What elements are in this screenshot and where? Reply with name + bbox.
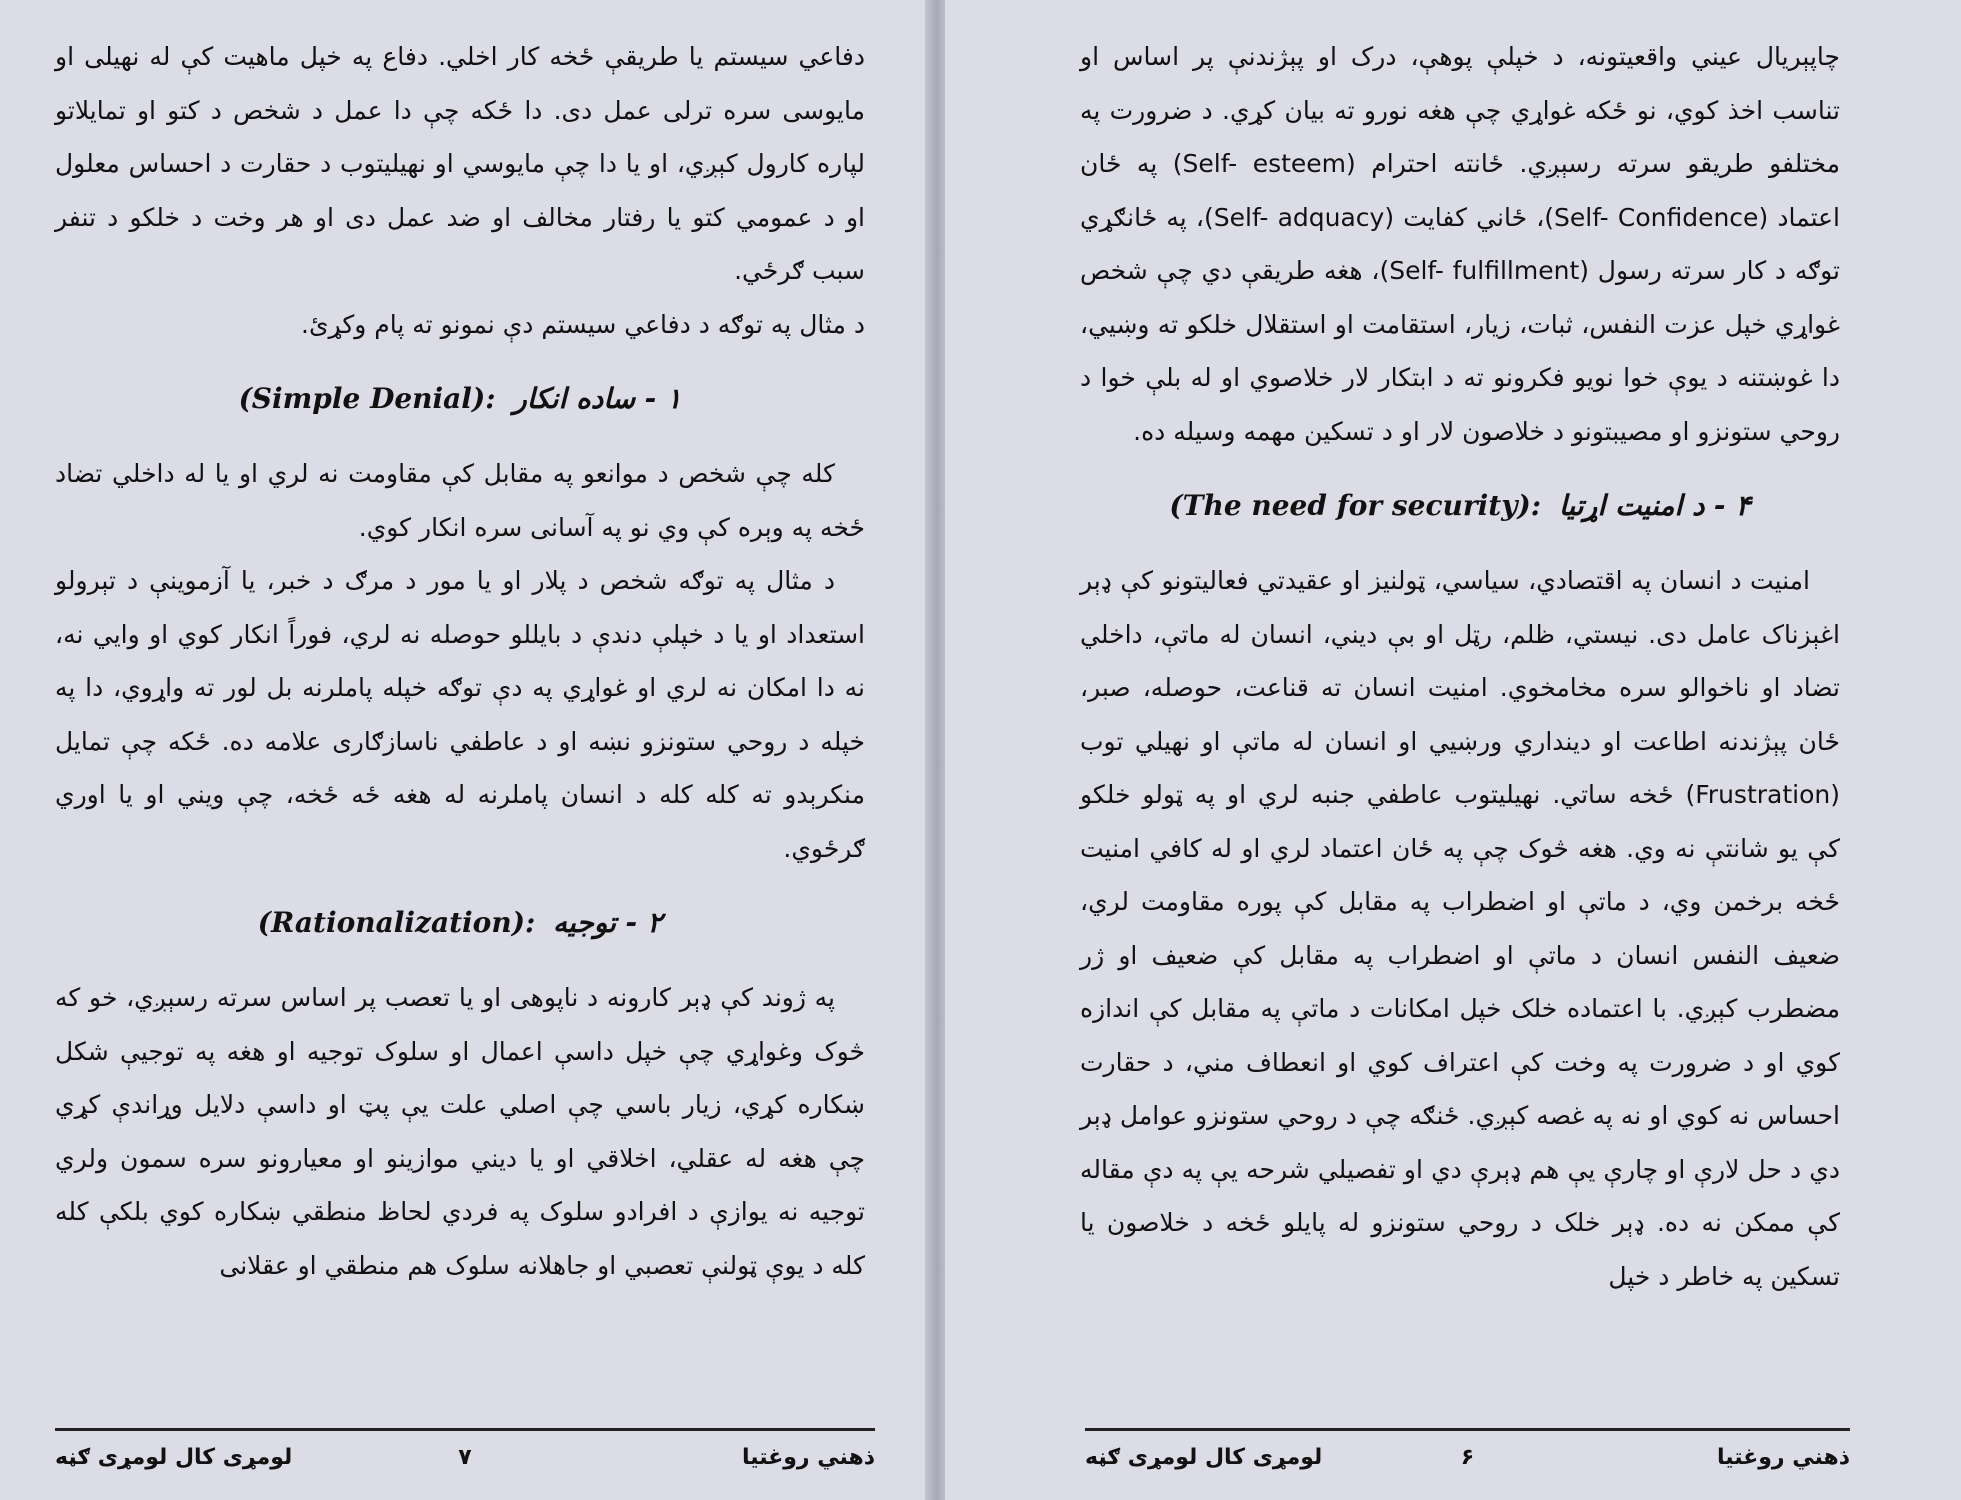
left-page	[0, 0, 930, 1500]
footer-rule	[1085, 1428, 1850, 1431]
footer-rule	[55, 1428, 875, 1431]
heading-english: (Simple Denial):	[238, 382, 496, 415]
paragraph: چاپېریال عیني واقعیتونه، د خپلې پوهې، درک او پېژندنې پر اساس او تناسب اخذ کوي، نو ځکه غواړي چې هغه نورو ته بیان کړي. د ضرورت په مختلفو طریقو سرته رسېږي. ځانته احترام (Self- esteem) په ځان اعتماد (Self- Confidence)، ځاني کفایت (Self- adquacy)، په ځانګړي توګه د کار سرته رسول (Self- fulfillment)، هغه طریقې دي چې شخص غواړي خپل عزت النفس، ثبات، زیار، استقامت او استقلال خلکو ته وښیي، دا غوښتنه د یوې خوا نویو فکرونو ته د ابتکار لار خلاصوي او له بلې خوا د روحي ستونزو او مصیبتونو د خلاصون لار او د تسکین مهمه وسیله ده.	[1080, 42, 1841, 446]
section-heading-rationalization	[55, 893, 865, 953]
paragraph: د مثال په توګه شخص د پلار او یا مور د مرګ د خبر، یا آزموینې د تېرولو استعداد او یا د خپلې دندې د بایللو حوصله نه لري، فوراً انکار کوي او وایي نه، نه دا امکان نه لري او غواړي په دې توګه خپله پاملرنه بل لور ته واړوي، دا په خپله د روحي ستونزو نښه او د عاطفي ناسازګاری علامه ده. ځکه چې تمایل منکرېدو ته کله کله د انسان پاملرنه له هغه ځه ځخه، چې ویني او یا اوري ګرځوي.	[55, 566, 865, 863]
page-footer	[1085, 1438, 1850, 1478]
heading-english: (The need for security):	[1169, 489, 1542, 522]
paragraph: کله چې شخص د موانعو په مقابل کې مقاومت نه لري او یا له داخلي تضاد ځخه په وېره کې وي نو په آسانی سره انکار کوي.	[55, 459, 865, 542]
heading-english: (Rationalization):	[257, 906, 536, 939]
heading-text: ۲ - توجیه	[553, 906, 663, 939]
heading-text: ۴ - د امنیت اړتیا	[1558, 489, 1751, 522]
footer-issue: لومړی کال لومړی ګڼه	[55, 1445, 293, 1470]
paragraph: د مثال په توګه د دفاعي سیستم دې نمونو ته پام وکړئ.	[301, 309, 865, 339]
footer-journal-title: ذهني روغتیا	[741, 1445, 875, 1470]
right-page-body	[1080, 30, 1840, 1303]
left-page-body	[55, 30, 865, 1292]
paragraph: دفاعي سیستم یا طریقې ځخه کار اخلي. دفاع په خپل ماهیت کې له نهیلی او مایوسی سره ترلی عمل دی. دا ځکه چې دا عمل د شخص د کتو او تمایلاتو لپاره کارول کېږي، او یا دا چې مایوسي او نهیلیتوب د حقارت د احساس معلول او د عمومي کتو یا رفتار مخالف او ضد عمل دی او هر وخت د خلکو د تنفر سبب ګرځي.	[55, 42, 865, 285]
page-footer	[55, 1438, 875, 1478]
paragraph: امنیت د انسان په اقتصادي، سیاسي، ټولنیز او عقیدتي فعالیتونو کې ډېر اغېزناک عامل دی. نیستي، ظلم، رټل او بې دیني، انسان له ماتې، داخلي تضاد او ناخوالو سره مخامخوي. امنیت انسان ته قناعت، حوصله، صبر، ځان پېژندنه اطاعت او دینداري ورښیي او انسان له ماتې او نهیلي توب (Frustration) ځخه ساتي. نهیلیتوب عاطفي جنبه لري او په ټولو خلکو کې یو شانتې نه وي. هغه څوک چې په ځان اعتماد لري او له کافي امنیت ځخه برخمن وي، د ماتې او اضطراب په مقابل کې پوره مقاومت لري، ضعیف النفس انسان د ماتې او اضطراب په مقابل کې ضعیف او ژر مضطرب کېږي. با اعتماده خلک خپل امکانات د ماتې په مقابل کې اندازه کوي او د ضرورت په وخت کې اعتراف کوي او انعطاف مني، د حقارت احساس نه کوي او نه په غصه کېږي. ځنګه چې د روحي ستونزو عوامل ډېر دي د حل لارې او چارې یې هم ډېرې دي او تفصیلي شرحه یې په دې مقاله کې ممکن نه ده. ډېر خلک د روحي ستونزو له پایلو ځخه د خلاصون یا تسکین په خاطر د خپل	[1080, 566, 1840, 1291]
page-number: ۷	[458, 1445, 472, 1470]
heading-text: ۱ - ساده انکار	[513, 382, 682, 415]
paragraph: په ژوند کې ډېر کارونه د ناپوهی او یا تعصب پر اساس سرته رسېږي، خو که څوک وغواړي چې خپل داسې اعمال او سلوک توجیه او هغه په توجیې شکل ښکاره کړي، زیار باسي چې اصلي علت یې پټ او داسې دلایل وړاندې کړي چې هغه له عقلي، اخلاقي او یا دیني موازینو او معیارونو سره سمون ولري توجیه نه یوازې د افرادو سلوک په فردي لحاظ منطقي ښکاره کوي بلکې کله کله د یوې ټولنې تعصبي او جاهلانه سلوک هم منطقي او عقلانی	[55, 983, 865, 1280]
footer-issue: لومړی کال لومړی ګڼه	[1085, 1445, 1323, 1470]
footer-journal-title: ذهني روغتیا	[1716, 1445, 1850, 1470]
page-number: ۶	[1460, 1445, 1475, 1470]
right-page	[945, 0, 1961, 1500]
section-heading-need-for-security	[1080, 476, 1840, 536]
section-heading-simple-denial	[55, 369, 865, 429]
